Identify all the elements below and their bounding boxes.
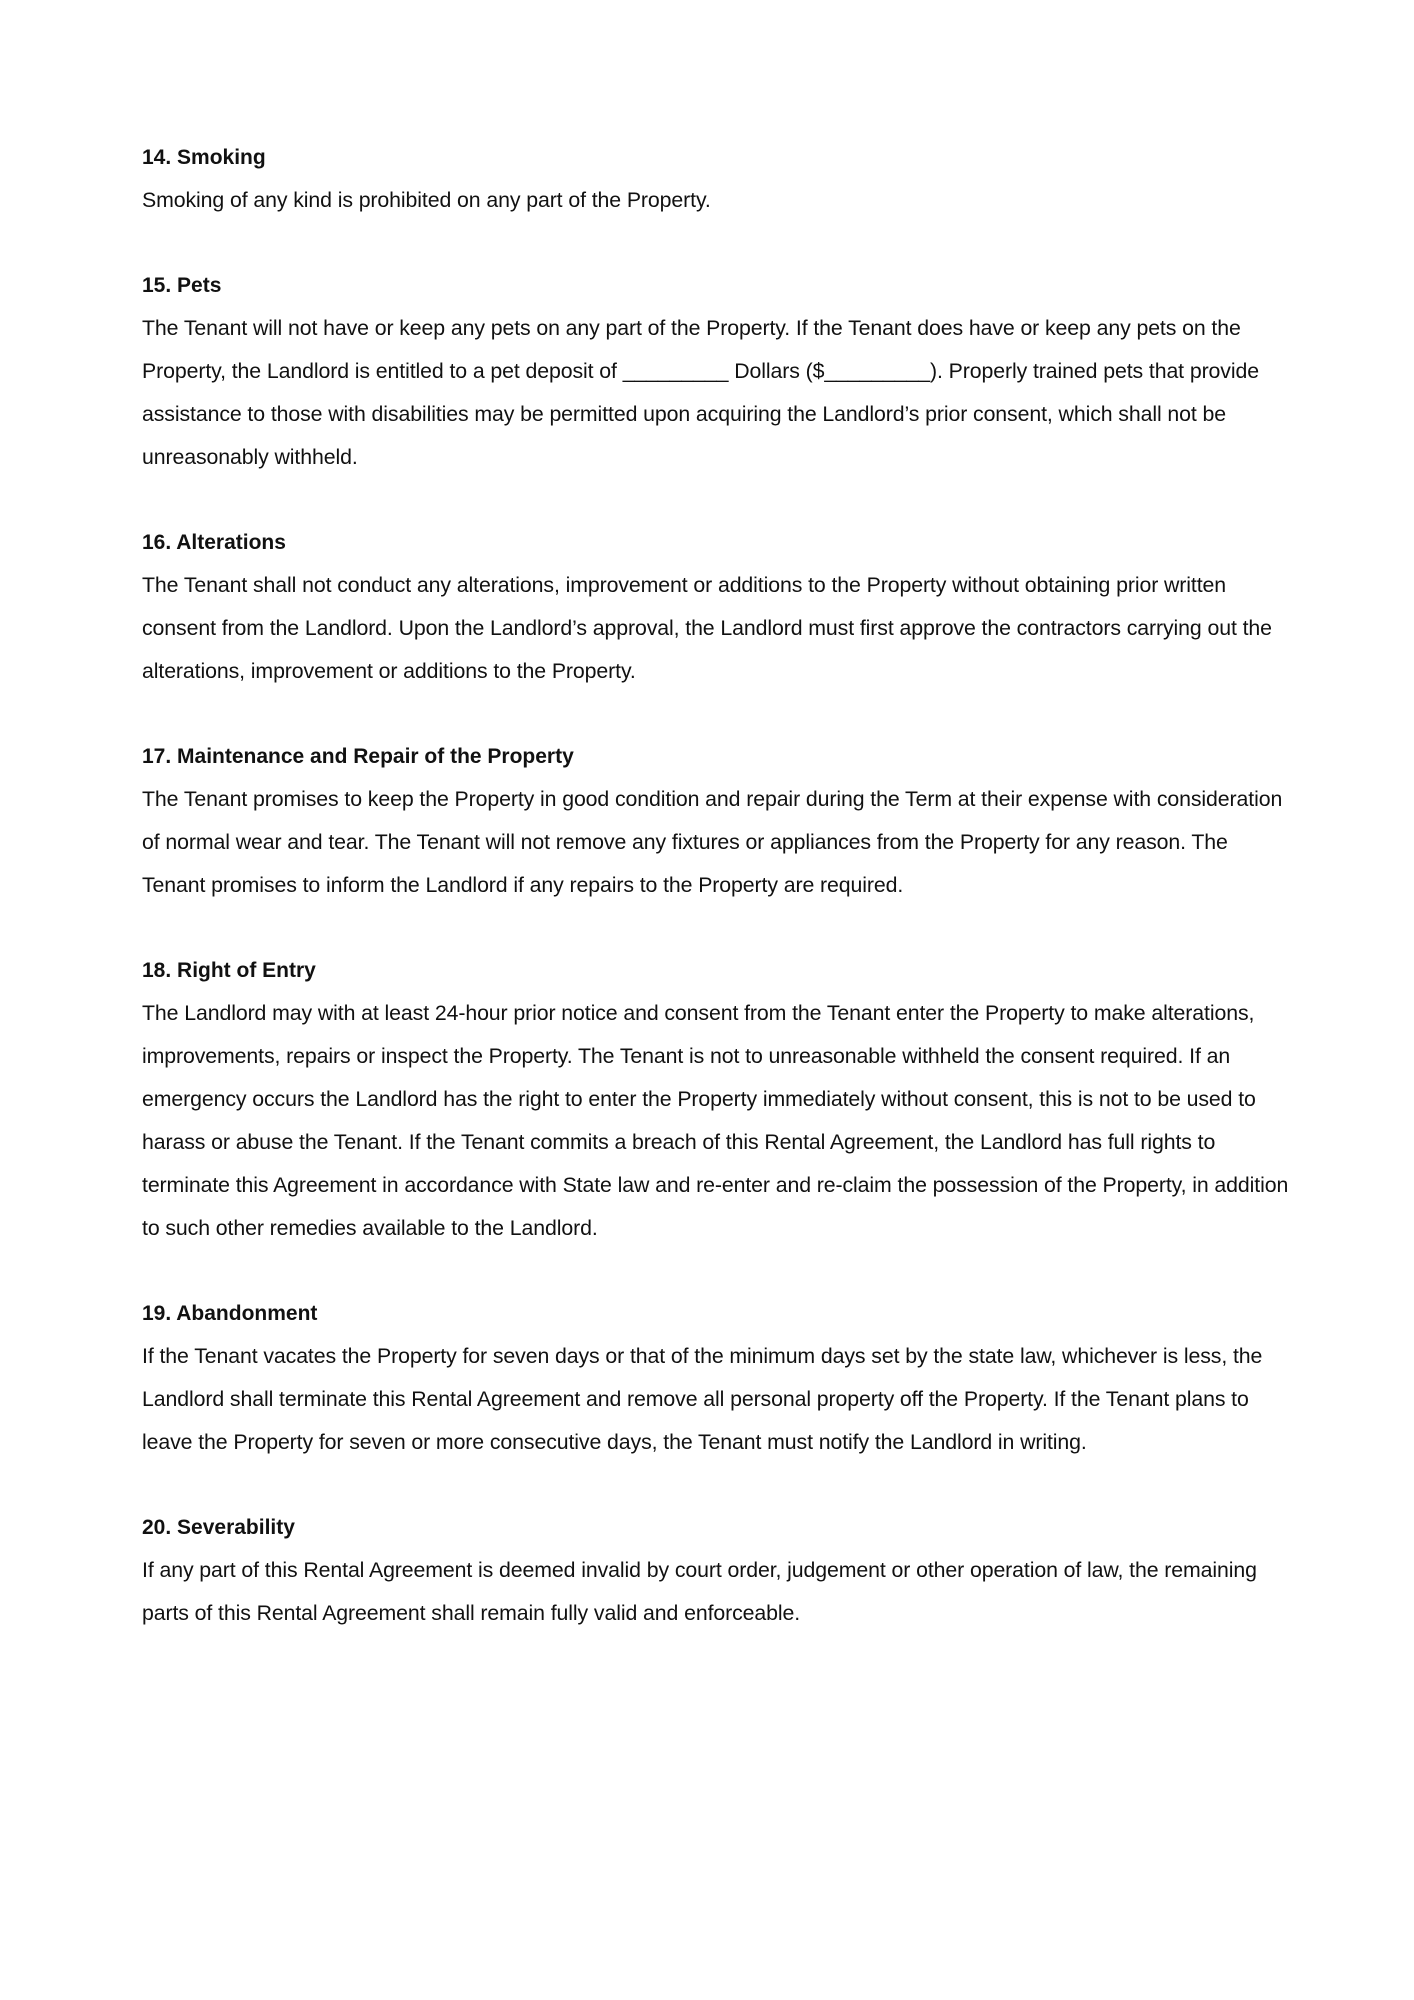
section-heading: 19. Abandonment (142, 1302, 318, 1325)
section-body: If the Tenant vacates the Property for seven days or that of the minimum days set by the state law, whichever is less, the Landlord shall terminate this Rental Agreement and remove all personal property off the Property. If the Tenant plans to leave the Property for seven or more consecutive days, the Tenant must notify the Landlord in writing. (142, 1344, 1263, 1454)
section-pets (142, 264, 1292, 479)
section-heading: 17. Maintenance and Repair of the Property (142, 745, 574, 768)
section-maintenance-repair (142, 735, 1292, 907)
section-body: The Tenant shall not conduct any alterations, improvement or additions to the Property without obtaining prior written consent from the Landlord. Upon the Landlord’s approval, the Landlord must first approve the contractors carrying out the alterations, improvement or additions to the Property. (142, 573, 1272, 683)
section-body: Smoking of any kind is prohibited on any part of the Property. (142, 188, 711, 212)
section-alterations (142, 521, 1292, 693)
section-body: If any part of this Rental Agreement is deemed invalid by court order, judgement or other operation of law, the remaining parts of this Rental Agreement shall remain fully valid and enforceable. (142, 1558, 1257, 1625)
section-heading: 20. Severability (142, 1516, 295, 1539)
section-heading: 18. Right of Entry (142, 959, 316, 982)
section-heading: 16. Alterations (142, 531, 286, 554)
section-severability (142, 1506, 1292, 1635)
section-body: The Tenant promises to keep the Property in good condition and repair during the Term at their expense with consideration of normal wear and tear. The Tenant will not remove any fixtures or appliances from the Property for any reason. The Tenant promises to inform the Landlord if any repairs to the Property are required. (142, 787, 1283, 897)
document-page (142, 136, 1292, 1677)
section-abandonment (142, 1292, 1292, 1464)
section-heading: 14. Smoking (142, 146, 266, 169)
section-right-of-entry (142, 949, 1292, 1250)
section-heading: 15. Pets (142, 274, 222, 297)
section-body: The Landlord may with at least 24-hour prior notice and consent from the Tenant enter the Property to make alterations, improvements, repairs or inspect the Property. The Tenant is not to unreasonable withheld the consent required. If an emergency occurs the Landlord has the right to enter the Property immediately without consent, this is not to be used to harass or abuse the Tenant. If the Tenant commits a breach of this Rental Agreement, the Landlord has full rights to terminate this Agreement in accordance with State law and re-enter and re-claim the possession of the Property, in addition to such other remedies available to the Landlord. (142, 1001, 1289, 1240)
section-body: The Tenant will not have or keep any pets on any part of the Property. If the Tenant does have or keep any pets on the Property, the Landlord is entitled to a pet deposit of _________ Dollars ($_________). Properly trained pets that provide assistance to those with disabilities may be permitted upon acquiring the Landlord’s prior consent, which shall not be unreasonably withheld. (142, 316, 1259, 469)
section-smoking (142, 136, 1292, 222)
